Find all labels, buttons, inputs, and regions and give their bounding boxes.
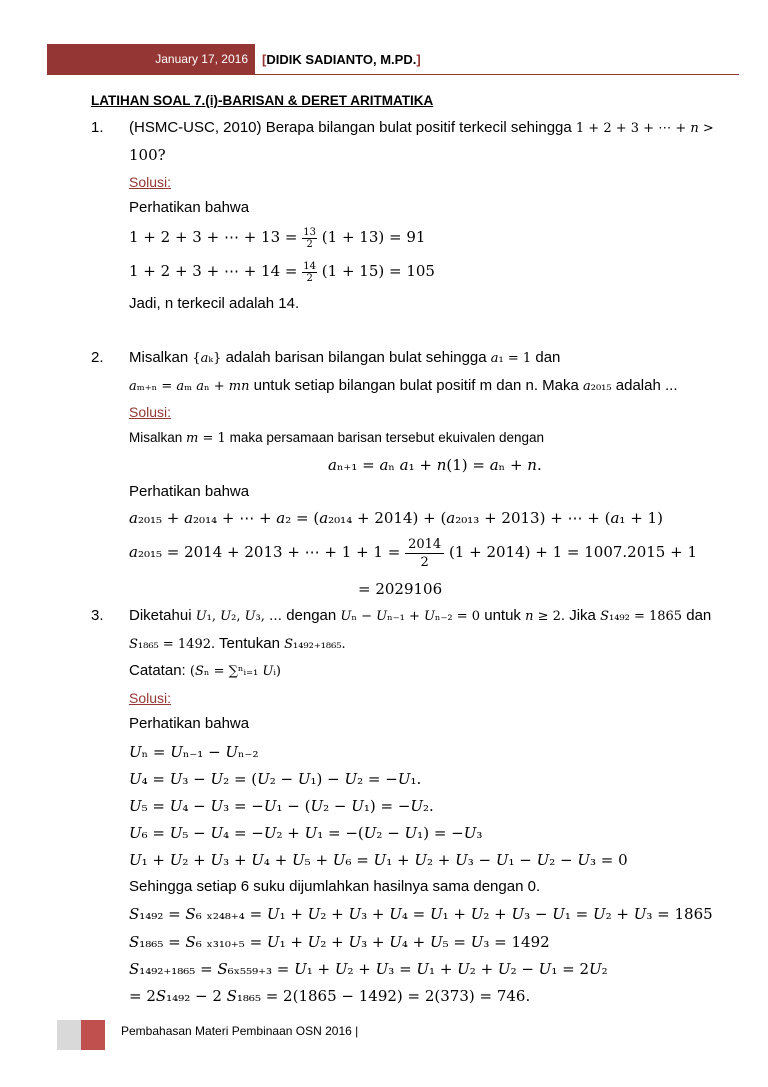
- text: maka persamaan barisan tersebut ekuivalen dengan: [229, 430, 545, 445]
- problem-1-eq-2: [129, 256, 435, 286]
- problem-3-eq-3: 𝑈₅ = 𝑈₄ − 𝑈₃ = −𝑈₁ − (𝑈₂ − 𝑈₁) = −𝑈₂.: [129, 797, 434, 815]
- problem-2-line-2: [129, 377, 678, 396]
- problem-1-question-text: (HSMC-USC, 2010) Berapa bilangan bulat positif terkecil sehingga: [129, 119, 572, 136]
- problem-3-eq-1: 𝑈ₙ = 𝑈ₙ₋₁ − 𝑈ₙ₋₂: [129, 743, 259, 761]
- text: untuk setiap bilangan bulat positif m dan n. Maka: [253, 377, 579, 394]
- problem-2-note: Perhatikan bahwa: [129, 483, 250, 500]
- text: dan: [535, 349, 561, 366]
- math: (𝑆ₙ = ∑ⁿᵢ₌₁ 𝑈ᵢ): [189, 664, 282, 679]
- problem-2-recurrence: 𝑎ₙ₊₁ = 𝑎ₙ 𝑎₁ + 𝑛(1) = 𝑎ₙ + 𝑛.: [328, 456, 542, 474]
- math: 𝑆₁₄₉₂₊₁₈₆₅.: [284, 637, 346, 652]
- header-rule: [255, 74, 739, 75]
- page-title: LATIHAN SOAL 7.(i)-BARISAN & DERET ARITMATIKA: [91, 93, 434, 108]
- problem-1-eq-1: [129, 222, 425, 252]
- footer-gray-block: [57, 1020, 81, 1050]
- author-bracket-close: ]: [416, 52, 421, 67]
- problem-1-question-math: 1 + 2 + 3 + ⋯ + 𝑛 >: [575, 121, 714, 136]
- math: 𝑆₁₄₉₂ = 1865: [600, 609, 683, 624]
- header-date: January 17, 2016: [155, 52, 248, 66]
- header-author: [262, 44, 421, 75]
- math: 𝑛 ≥ 2.: [525, 609, 566, 624]
- problem-3-eq-7: 𝑆₁₈₆₅ = 𝑆₆ ₓ₃₁₀₊₅ = 𝑈₁ + 𝑈₂ + 𝑈₃ + 𝑈₄ + 𝑈₅ = 𝑈₃ = 1492: [129, 933, 550, 951]
- author-name: DIDIK SADIANTO, M.PD.: [266, 52, 417, 67]
- problem-2-eq-2: [129, 533, 697, 571]
- text: dengan: [286, 607, 337, 624]
- fraction-numerator: 2014: [405, 536, 444, 554]
- text: Misalkan: [129, 349, 189, 366]
- math: 𝑆₁₈₆₅ = 1492.: [129, 637, 216, 652]
- math: 𝑎₁ = 1: [490, 351, 532, 366]
- fraction-numerator: 14: [303, 260, 316, 272]
- problem-3-number: 3.: [91, 607, 104, 624]
- problem-3-eq-5: 𝑈₁ + 𝑈₂ + 𝑈₃ + 𝑈₄ + 𝑈₅ + 𝑈₆ = 𝑈₁ + 𝑈₂ + 𝑈₃ − 𝑈₁ − 𝑈₂ − 𝑈₃ = 0: [129, 851, 628, 869]
- fraction: [405, 536, 444, 571]
- text: Catatan:: [129, 662, 190, 679]
- problem-1-question-math-cont: 100?: [129, 146, 166, 164]
- text: dan: [686, 607, 712, 624]
- eq-rhs: (1 + 13) = 91: [321, 228, 426, 246]
- fraction-denominator: 2: [306, 238, 313, 250]
- math: 𝑈ₙ − 𝑈ₙ₋₁ + 𝑈ₙ₋₂ = 0: [340, 609, 481, 624]
- eq-rhs: (1 + 2014) + 1 = 1007.2015 + 1: [448, 543, 697, 561]
- problem-2-solution-label: Solusi:: [129, 404, 172, 420]
- problem-3-solution-label: Solusi:: [129, 690, 172, 706]
- fraction: [302, 227, 317, 250]
- math: 𝑎₂₀₁₅: [583, 379, 612, 394]
- fraction: [302, 261, 317, 284]
- problem-3-eq-6: 𝑆₁₄₉₂ = 𝑆₆ ₓ₂₄₈₊₄ = 𝑈₁ + 𝑈₂ + 𝑈₃ + 𝑈₄ = 𝑈₁ + 𝑈₂ + 𝑈₃ − 𝑈₁ = 𝑈₂ + 𝑈₃ = 1865: [129, 905, 713, 923]
- footer-red-block: [81, 1020, 105, 1050]
- text: adalah ...: [615, 377, 678, 394]
- problem-2-line-1: [129, 349, 560, 368]
- problem-3-eq-8: 𝑆₁₄₉₂₊₁₈₆₅ = 𝑆₆ₓ₅₅₉₊₃ = 𝑈₁ + 𝑈₂ + 𝑈₃ = 𝑈₁ + 𝑈₂ + 𝑈₂ − 𝑈₁ = 2𝑈₂: [129, 960, 608, 978]
- problem-3-text: Sehingga setiap 6 suku dijumlahkan hasilnya sama dengan 0.: [129, 878, 541, 895]
- problem-3-eq-9: = 2𝑆₁₄₉₂ − 2 𝑆₁₈₆₅ = 2(1865 − 1492) = 2(373) = 746.: [129, 987, 531, 1005]
- eq-lhs: 𝑎₂₀₁₅ = 2014 + 2013 + ⋯ + 1 + 1 =: [129, 543, 401, 561]
- author-bracket-open: [: [262, 52, 267, 67]
- text: Misalkan: [129, 430, 183, 445]
- problem-1-conclusion: Jadi, n terkecil adalah 14.: [129, 295, 300, 312]
- math: 𝑎ₘ₊ₙ = 𝑎ₘ 𝑎ₙ + 𝑚𝑛: [129, 379, 250, 394]
- problem-1-note: Perhatikan bahwa: [129, 199, 250, 216]
- problem-3-note: Perhatikan bahwa: [129, 715, 250, 732]
- problem-1-question: [129, 119, 714, 138]
- text: Tentukan: [219, 635, 280, 652]
- math: {𝑎ₖ}: [192, 351, 222, 366]
- eq-rhs: (1 + 15) = 105: [321, 262, 435, 280]
- problem-3-note-sum: [129, 662, 281, 681]
- problem-3-eq-4: 𝑈₆ = 𝑈₅ − 𝑈₄ = −𝑈₂ + 𝑈₁ = −(𝑈₂ − 𝑈₁) = −𝑈₃: [129, 824, 483, 842]
- problem-2-number: 2.: [91, 349, 104, 366]
- text: Jika: [569, 607, 596, 624]
- problem-2-line-3: [129, 429, 544, 448]
- math: 𝑈₁, 𝑈₂, 𝑈₃, …: [195, 609, 283, 624]
- problem-2-result: = 2029106: [358, 580, 443, 598]
- text: adalah barisan bilangan bulat sehingga: [225, 349, 487, 366]
- eq-lhs: 1 + 2 + 3 + ⋯ + 13 =: [129, 228, 298, 246]
- text: Diketahui: [129, 607, 192, 624]
- problem-1-number: 1.: [91, 119, 104, 136]
- fraction-denominator: 2: [306, 272, 313, 284]
- fraction-numerator: 13: [303, 226, 316, 238]
- math: 𝑚 = 1: [186, 431, 226, 446]
- problem-3-line-2: [129, 635, 346, 654]
- eq-lhs: 1 + 2 + 3 + ⋯ + 14 =: [129, 262, 298, 280]
- fraction-denominator: 2: [420, 554, 429, 570]
- problem-1-solution-label: Solusi:: [129, 174, 172, 190]
- problem-3-line-1: [129, 607, 711, 626]
- footer-text: Pembahasan Materi Pembinaan OSN 2016 |: [121, 1024, 359, 1038]
- text: untuk: [484, 607, 521, 624]
- problem-2-eq-1: 𝑎₂₀₁₅ + 𝑎₂₀₁₄ + ⋯ + 𝑎₂ = (𝑎₂₀₁₄ + 2014) + (𝑎₂₀₁₃ + 2013) + ⋯ + (𝑎₁ + 1): [129, 509, 663, 527]
- problem-3-eq-2: 𝑈₄ = 𝑈₃ − 𝑈₂ = (𝑈₂ − 𝑈₁) − 𝑈₂ = −𝑈₁.: [129, 770, 422, 788]
